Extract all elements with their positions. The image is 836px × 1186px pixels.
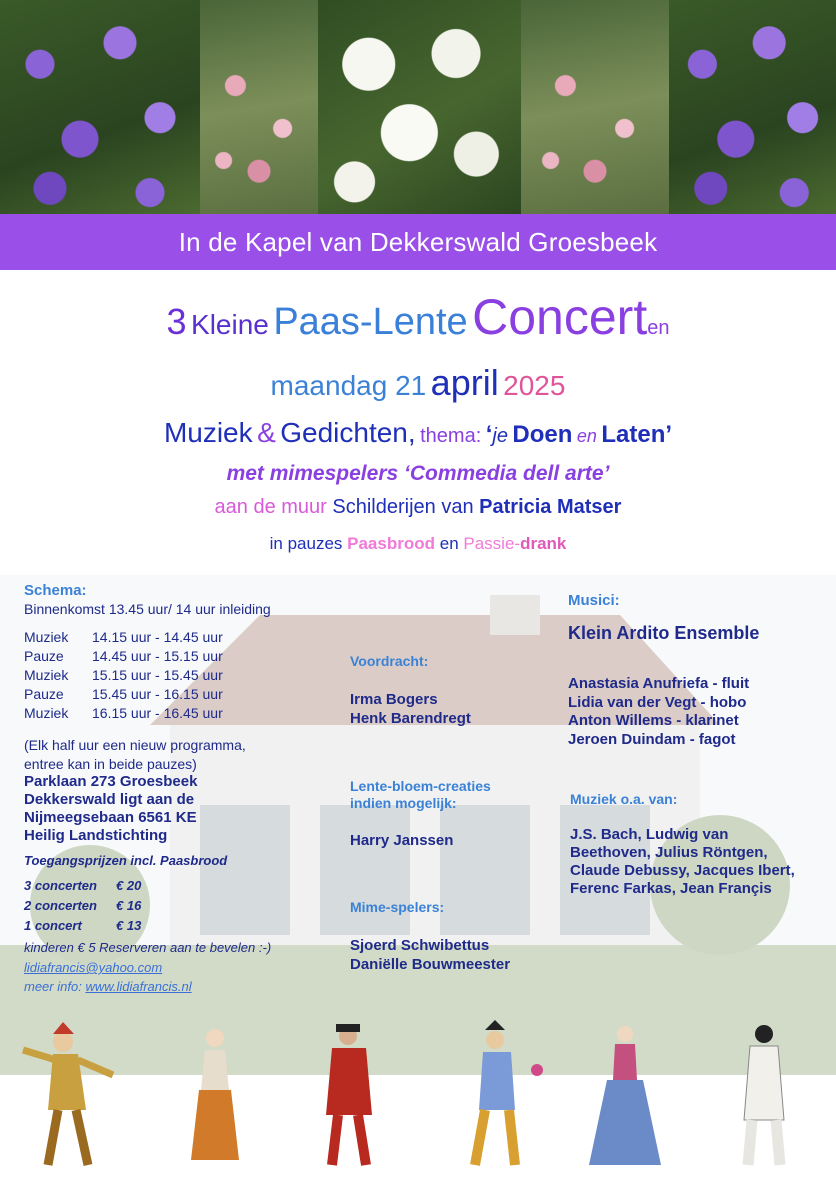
- schedule-label: Pauze: [24, 686, 64, 702]
- mime-name: Daniëlle Bouwmeester: [350, 956, 511, 973]
- paintings-line: [0, 496, 836, 519]
- schedule-time: 14.45 uur - 15.15 uur: [92, 648, 223, 664]
- composer-line: J.S. Bach, Ludwig van: [570, 826, 729, 843]
- thema-je: je: [492, 425, 508, 447]
- composer-line: Beethoven, Julius Röntgen,: [570, 844, 768, 861]
- thema-line: [0, 414, 836, 452]
- harlequin-figure: [18, 1020, 118, 1170]
- price-label: 1 concert: [24, 918, 82, 933]
- thema-label: thema:: [420, 425, 482, 447]
- thema-gedichten: Gedichten,: [280, 417, 416, 448]
- pauzes-b: Paasbrood: [347, 534, 435, 553]
- price-value: € 13: [116, 918, 142, 933]
- thema-doen: Doen: [512, 421, 573, 448]
- mime-name: Sjoerd Schwibettus: [350, 937, 490, 954]
- ensemble-name: Klein Ardito Ensemble: [568, 623, 760, 643]
- schedule-times: [92, 628, 223, 723]
- composers-list: [570, 826, 795, 898]
- title-en: en: [647, 317, 670, 339]
- thema-quote: ‘: [485, 421, 493, 448]
- bloem-heading-line: indien mogelijk:: [350, 795, 457, 811]
- anemone-photo: [318, 0, 521, 214]
- viola-photo: [0, 0, 200, 214]
- thema-amp: &: [257, 417, 276, 448]
- venue-banner-text: In de Kapel van Dekkerswald Groesbeek: [178, 226, 658, 257]
- schedule-label: Pauze: [24, 648, 64, 664]
- player: Anastasia Anufriefa - fluit: [568, 675, 750, 692]
- price-label: 2 concerten: [24, 898, 97, 913]
- price-values: [116, 876, 141, 936]
- viola-photo-2: [669, 0, 836, 214]
- muur-a: aan de muur: [214, 496, 327, 518]
- address-line: Heilig Landstichting: [24, 827, 168, 844]
- website-link[interactable]: www.lidiafrancis.nl: [85, 979, 192, 994]
- mime-names: [350, 936, 510, 974]
- program-note: [24, 736, 246, 774]
- thema-laten: Laten’: [601, 421, 673, 448]
- email-link[interactable]: lidiafrancis@yahoo.com: [24, 960, 163, 975]
- voordracht-name: Henk Barendregt: [350, 710, 471, 727]
- address-line: Parklaan 273 Groesbeek: [24, 773, 198, 790]
- composer-line: Claude Debussy, Jacques Ibert,: [570, 862, 795, 879]
- schedule-label: Muziek: [24, 667, 69, 683]
- concert-date: [0, 360, 836, 406]
- musici-heading: Musici:: [568, 592, 620, 609]
- schedule-label: Muziek: [24, 629, 69, 645]
- composer-line: Ferenc Farkas, Jean Françis: [570, 880, 772, 897]
- pink-blossom-photo: [200, 0, 318, 214]
- program-note-1: (Elk half uur een nieuw programma,: [24, 737, 246, 753]
- pauzes-e: drank: [520, 534, 567, 553]
- more-info-label: meer info:: [24, 979, 82, 994]
- arlecchino-figure: [455, 1020, 545, 1170]
- composers-heading: Muziek o.a. van:: [570, 791, 678, 807]
- thema-muziek: Muziek: [163, 417, 253, 448]
- address: [24, 773, 197, 845]
- mime-heading: Mime-spelers:: [350, 899, 445, 915]
- address-line: Nijmeegsebaan 6561 KE: [24, 809, 197, 826]
- mime-line: met mimespelers ‘Commedia dell arte’: [226, 462, 610, 485]
- venue-banner: [0, 214, 836, 270]
- date-day: maandag 21: [270, 370, 427, 401]
- pauzes-c: en: [439, 534, 459, 553]
- schedule-time: 15.15 uur - 15.45 uur: [92, 667, 223, 683]
- schedule-time: 16.15 uur - 16.45 uur: [92, 705, 223, 721]
- price-value: € 16: [116, 898, 142, 913]
- date-year: 2025: [503, 370, 566, 401]
- voordracht-heading: Voordracht:: [350, 653, 429, 669]
- schema-heading: Schema:: [24, 582, 87, 599]
- kinderen-line: kinderen € 5 Reserveren aan te bevelen :-): [24, 940, 272, 955]
- schedule-label: Muziek: [24, 705, 69, 721]
- bloem-heading: [350, 778, 491, 812]
- voordracht-names: [350, 690, 471, 728]
- il-dottore-figure: [310, 1020, 390, 1170]
- concert-title: [0, 290, 836, 344]
- price-label: 3 concerten: [24, 878, 97, 893]
- lady-figure: [585, 1020, 665, 1170]
- thema-en: en: [576, 426, 597, 446]
- address-line: Dekkerswald ligt aan de: [24, 791, 195, 808]
- program-note-2: entree kan in beide pauzes): [24, 756, 197, 772]
- player: Anton Willems - klarinet: [568, 712, 739, 729]
- bloem-heading-line: Lente-bloem-creaties: [350, 778, 491, 794]
- binnenkomst: Binnenkomst 13.45 uur/ 14 uur inleiding: [24, 601, 271, 617]
- date-month: april: [430, 362, 499, 403]
- title-number: 3: [166, 301, 187, 342]
- price-value: € 20: [116, 878, 142, 893]
- player: Lidia van der Vegt - hobo: [568, 693, 747, 711]
- player: Jeroen Duindam - fagot: [568, 730, 736, 748]
- players-list: [568, 675, 749, 749]
- pink-blossom-photo-2: [521, 0, 669, 214]
- price-labels: [24, 876, 97, 936]
- voordracht-name: Irma Bogers: [350, 691, 438, 708]
- schedule-time: 15.45 uur - 16.15 uur: [92, 686, 223, 702]
- pauzes-d: Passie-: [463, 534, 521, 553]
- bloem-name: Harry Janssen: [350, 832, 454, 849]
- muur-c: Patricia Matser: [479, 496, 622, 518]
- title-kleine: Kleine: [191, 309, 269, 340]
- title-concert: Concert: [472, 289, 648, 345]
- title-paas-lente: Paas-Lente: [273, 301, 468, 343]
- prices-heading: Toegangsprijzen incl. Paasbrood: [24, 853, 228, 868]
- schedule-time: 14.15 uur - 14.45 uur: [92, 629, 223, 645]
- muur-b: Schilderijen van: [332, 496, 474, 518]
- schedule-labels: [24, 628, 68, 723]
- colombina-figure: [185, 1020, 245, 1170]
- pauzes-a: in pauzes: [269, 534, 343, 553]
- pulcinella-figure: [730, 1020, 800, 1170]
- pauzes-line: [0, 534, 836, 554]
- flower-photo-strip: [0, 0, 836, 214]
- more-info: [24, 979, 192, 994]
